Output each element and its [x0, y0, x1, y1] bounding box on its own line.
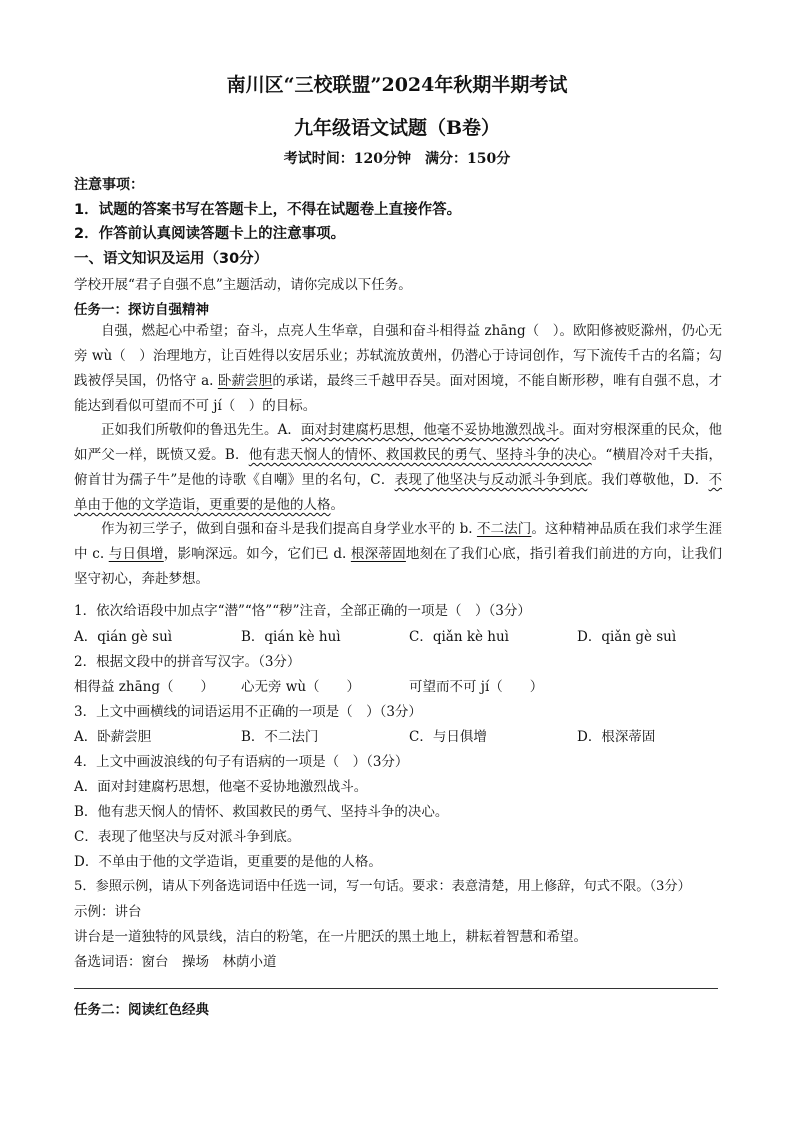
task-heading: 任务一：探访自强精神 — [74, 302, 209, 318]
question-5-stem: 5．参照示例，请从下列备选词语中任选一词，写一句话。要求：表意清楚，用上修辞，句式不限。（3分） — [74, 879, 691, 894]
wavy-sentence-d: 不单由于他的文学造诣，更重要的是他的人格 — [74, 472, 723, 513]
question-3-stem: 3．上文中画横线的词语运用不正确的一项是（ ）（3分） — [74, 704, 422, 720]
passage-text: 。“横眉冷对千夫指，俯首甘为孺子牛”是他的诗歌《自嘲》里的名句，C． — [74, 447, 723, 488]
question-4-option-d: D．不单由于他的文学造诣，更重要的是他的人格。 — [74, 854, 382, 870]
question-2-blank-1: 相得益 zhāng（ ） — [74, 679, 214, 695]
answer-line — [74, 988, 718, 989]
passage-text: 地刻在了我们心底，指引着我们前进的方向，让我们坚守初心，奔赴梦想。 — [74, 546, 723, 587]
passage-text: 。这种精神品质在我们求学生涯中 c. — [74, 521, 723, 562]
question-5-example-text: 讲台是一道独特的风景线，洁白的粉笔，在一片肥沃的黑土地上，耕耘着智慧和希望。 — [74, 929, 587, 945]
question-3-option-c: C．与日俱增 — [409, 729, 487, 745]
exam-title: 南川区“三校联盟”2024年秋期半期考试 — [226, 74, 568, 96]
wavy-sentence-c: 表现了他坚决与反动派斗争到底 — [394, 472, 588, 488]
passage-text: 自强，燃起心中希望；奋斗，点亮人生华章，自强和奋斗相得益 zhāng（ ）。欧阳修被贬滁州，仍心无旁 wù（ ）治理地方，让百姓得以安居乐业；苏轼流放黄州，仍潜心于诗词创作，写下流传千古的名篇；勾践被俘吴国，仍恪守 a. — [74, 323, 722, 389]
notice-item: 1．试题的答案书写在答题卡上，不得在试题卷上直接作答。 — [74, 202, 462, 218]
task-heading: 任务二：阅读红色经典 — [74, 1002, 209, 1018]
passage-paragraph-1 — [74, 319, 722, 419]
passage-text: ，影响深远。如今，它们已 d. — [163, 546, 351, 562]
passage-text: 。 — [330, 497, 344, 513]
question-5-candidates: 备选词语：窗台 操场 林荫小道 — [74, 954, 277, 970]
underlined-phrase-b: 不二法门 — [476, 521, 532, 537]
question-4-option-c: C．表现了他坚决与反对派斗争到底。 — [74, 829, 301, 845]
passage-paragraph-2 — [74, 418, 722, 518]
question-4-option-b: B．他有悲天悯人的情怀、救国救民的勇气、坚持斗争的决心。 — [74, 804, 449, 820]
question-1-stem: 1．依次给语段中加点字“潜”“恪”“秽”注音，全部正确的一项是（ ）（3分） — [74, 603, 531, 619]
underlined-phrase-a: 卧薪尝胆 — [217, 373, 273, 389]
wavy-sentence-b: 他有悲天悯人的情怀、救国救民的勇气、坚持斗争的决心 — [248, 447, 592, 463]
question-4-stem: 4．上文中画波浪线的句子有语病的一项是（ ）（3分） — [74, 754, 409, 770]
passage-text: 的承诺，最终三千越甲吞吴。面对困境，不能自断形秽，唯有自强不息，才能达到看似可望而不可 jí（ ）的目标。 — [74, 373, 723, 414]
question-3-option-d: D．根深蒂固 — [577, 729, 656, 745]
question-3-option-a: A．卧薪尝胆 — [74, 729, 152, 745]
notice-heading: 注意事项： — [74, 177, 144, 193]
passage-text: 正如我们所敬仰的鲁迅先生。A． — [101, 422, 301, 438]
section-heading: 一、语文知识及运用（30分） — [74, 251, 269, 267]
question-1-option-b: B．qián kè huì — [241, 629, 341, 645]
passage-text: 作为初三学子，做到自强和奋斗是我们提高自身学业水平的 b. — [101, 521, 477, 537]
exam-subtitle: 九年级语文试题（B卷） — [293, 117, 501, 139]
question-4-option-a: A．面对封建腐朽思想，他毫不妥协地激烈战斗。 — [74, 779, 368, 795]
passage-text: 。我们尊敬他，D． — [587, 472, 709, 488]
section-intro: 学校开展“君子自强不息”主题活动，请你完成以下任务。 — [74, 277, 412, 293]
passage-paragraph-3 — [74, 517, 722, 592]
question-1-option-c: C．qiǎn kè huì — [409, 629, 509, 645]
underlined-phrase-d: 根深蒂固 — [350, 546, 406, 562]
underlined-phrase-c: 与日俱增 — [108, 546, 164, 562]
question-2-blank-3: 可望而不可 jí（ ） — [409, 679, 544, 695]
question-5-example-label: 示例：讲台 — [74, 904, 142, 920]
question-2-stem: 2．根据文段中的拼音写汉字。（3分） — [74, 654, 301, 670]
notice-item: 2．作答前认真阅读答题卡上的注意事项。 — [74, 226, 346, 242]
question-1-option-a: A．qián gè suì — [74, 629, 173, 645]
passage-text: 。面对穷根深重的民众，他如严父一样，既愤又爱。B． — [74, 422, 723, 463]
question-1-option-d: D．qiǎn gè suì — [577, 629, 677, 645]
question-3-option-b: B．不二法门 — [241, 729, 319, 745]
exam-info: 考试时间：120分钟 满分：150分 — [283, 151, 511, 167]
question-2-blank-2: 心无旁 wù（ ） — [241, 679, 361, 695]
wavy-sentence-a: 面对封建腐朽思想，他毫不妥协地激烈战斗 — [301, 422, 560, 438]
